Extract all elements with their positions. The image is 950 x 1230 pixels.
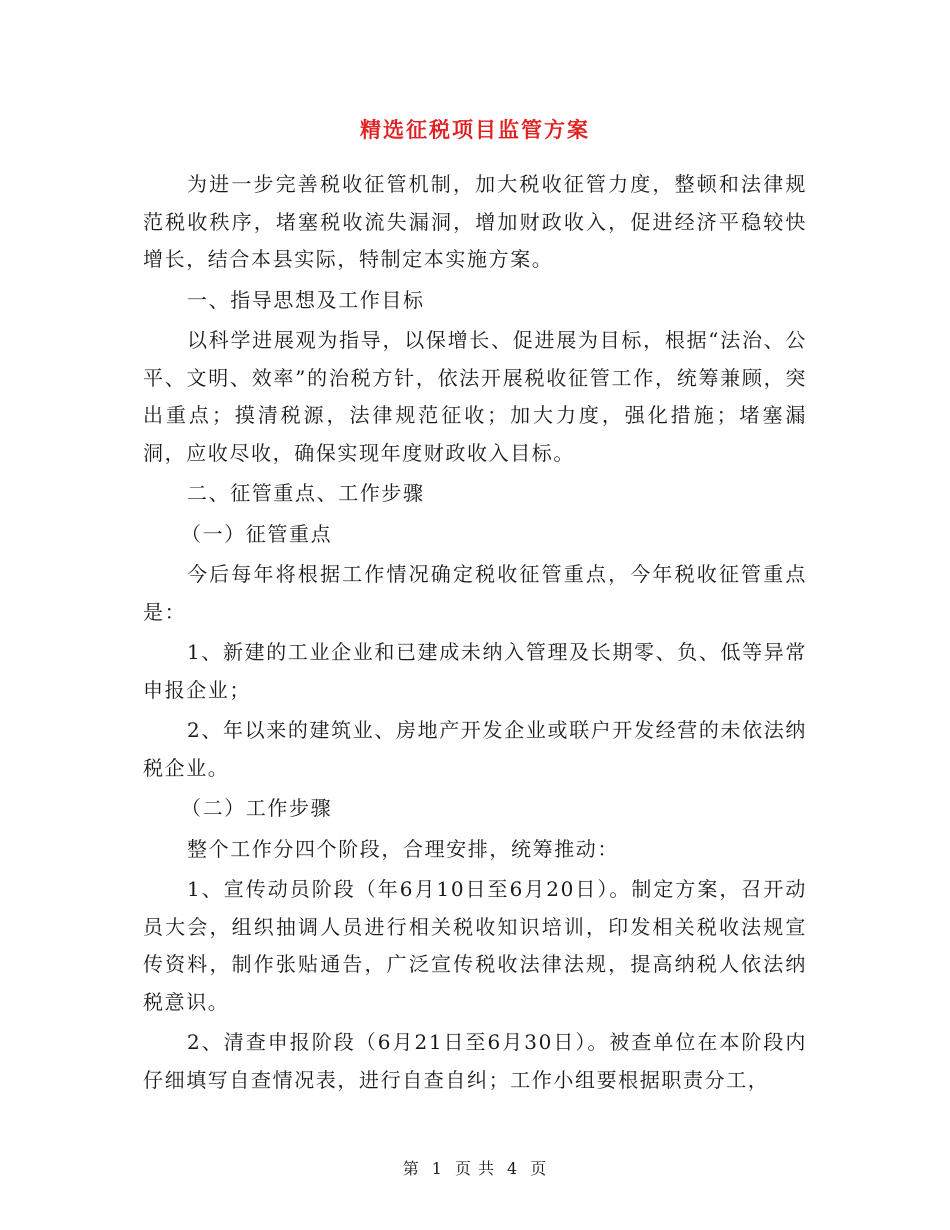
work-step-item-1: 1、宣传动员阶段（年6月10日至6月20日）。制定方案，召开动员大会，组织抽调人员进行相关税收知识培训，印发相关税收法规宣传资料，制作张贴通告，广泛宣传税收法律法规，提高纳税人依法纳税意识。 — [143, 877, 807, 1014]
page-footer — [0, 1156, 950, 1179]
footer-total-pages: 4 — [507, 1159, 519, 1178]
key-point-item-1: 1、新建的工业企业和已建成未纳入管理及长期零、负、低等异常申报企业； — [143, 640, 807, 702]
intro-paragraph: 为进一步完善税收征管机制，加大税收征管力度，整顿和法律规范税收秩序，堵塞税收流失漏洞，增加财政收入，促进经济平稳较快增长，结合本县实际，特制定本实施方案。 — [143, 172, 807, 271]
document-body — [143, 166, 807, 1102]
key-points-paragraph: 今后每年将根据工作情况确定税收征管重点，今年税收征管重点是： — [143, 562, 807, 624]
guiding-ideology-paragraph: 以科学进展观为指导，以保增长、促进展为目标，根据“法治、公平、文明、效率”的治税方针，依法开展税收征管工作，统筹兼顾，突出重点；摸清税源，法律规范征收；加大力度，强化措施；堵塞漏洞，应收尽收，确保实现年度财政收入目标。 — [143, 328, 807, 465]
section-heading-guiding-ideology: 一、指导思想及工作目标 — [187, 287, 425, 312]
section-heading-key-points: 二、征管重点、工作步骤 — [187, 481, 425, 505]
footer-prefix: 第 — [402, 1159, 420, 1178]
subsection-heading-key-points: （一）征管重点 — [181, 521, 333, 546]
footer-suffix: 页 — [530, 1159, 548, 1178]
work-step-item-2: 2、清查申报阶段（6月21日至6月30日）。被查单位在本阶段内仔细填写自查情况表，进行自查自纠；工作小组要根据职责分工， — [143, 1030, 807, 1092]
work-steps-intro: 整个工作分四个阶段，合理安排，统筹推动： — [187, 836, 619, 861]
document-title: 精选征税项目监管方案 — [360, 117, 590, 142]
subsection-heading-work-steps: （二）工作步骤 — [181, 796, 333, 820]
key-point-item-2: 2、年以来的建筑业、房地产开发企业或联户开发经营的未依法纳税企业。 — [143, 718, 807, 780]
footer-mid: 页 共 — [454, 1159, 496, 1178]
footer-current-page: 1 — [431, 1159, 443, 1178]
